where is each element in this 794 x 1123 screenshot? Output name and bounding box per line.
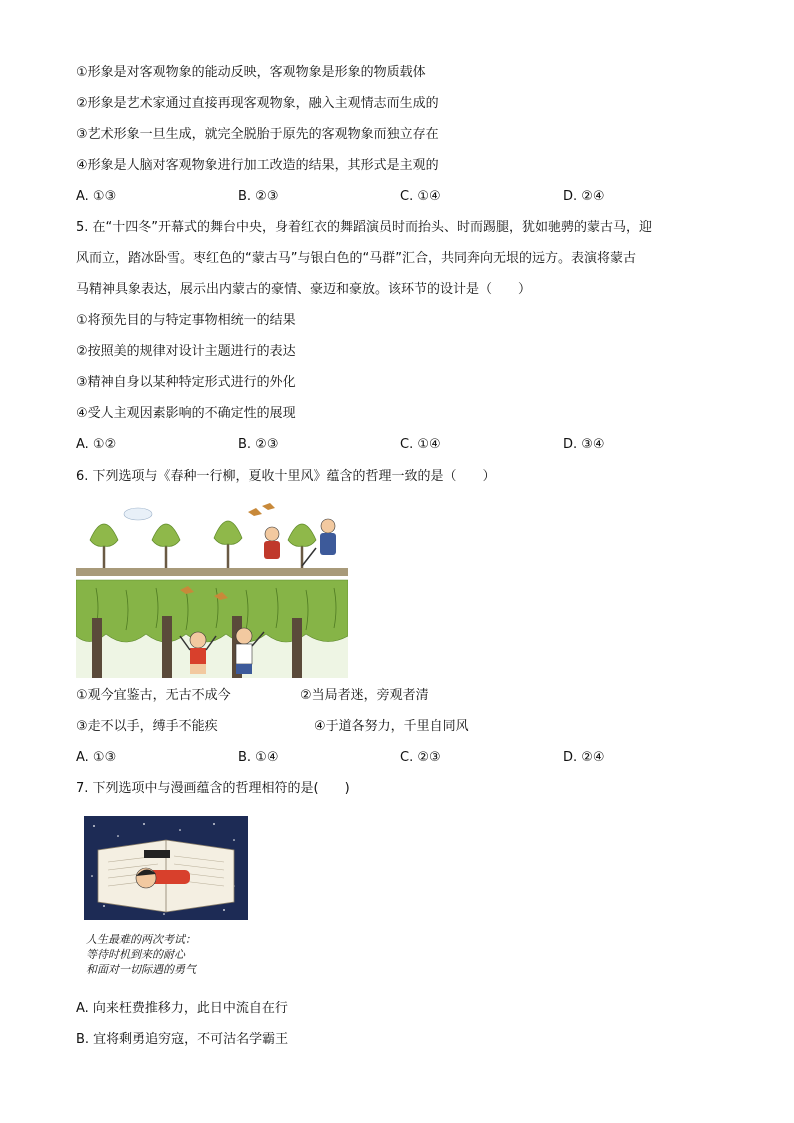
q6-statement-1: ①观今宜鉴古，无古不成今 [76,688,231,703]
q5-stem-line-2: 风而立，踏冰卧雪。枣红色的“蒙古马”与银白色的“马群”汇合，共同奔向无垠的远方。表演将蒙古 [76,251,636,266]
option-a: A. ①③ [76,189,117,204]
willow-cartoon [76,498,348,678]
option-c: C. ②③ [400,750,441,765]
book-cartoon [84,816,248,920]
option-b: B. ②③ [238,189,279,204]
q5-stem-line-1: 5. 在“十四冬”开幕式的舞台中央，身着红衣的舞蹈演员时而抬头、时而踢腿，犹如驰骋的蒙古马，迎 [76,220,653,235]
willow-cartoon-illustration [76,498,348,678]
q5-answer-options [76,436,736,454]
option-c: C. ①④ [400,189,441,204]
book-cartoon-illustration [84,816,248,920]
q7-choice-b: B. 宜将剩勇追穷寇，不可沽名学霸王 [76,1032,289,1047]
statement-4: ④形象是人脑对客观物象进行加工改造的结果，其形式是主观的 [76,158,439,173]
q5-statement-3: ③精神自身以某种特定形式进行的外化 [76,375,296,390]
q5-statement-2: ②按照美的规律对设计主题进行的表达 [76,344,296,359]
cartoon-caption [86,932,256,977]
q5-stem-line-3: 马精神具象表达，展示出内蒙古的豪情、豪迈和豪放。该环节的设计是（ ） [76,282,532,297]
option-c: C. ①④ [400,437,441,452]
statement-2: ②形象是艺术家通过直接再现客观物象，融入主观情志而生成的 [76,96,439,111]
option-a: A. ①③ [76,750,117,765]
q6-statement-3: ③走不以手，缚手不能疾 [76,719,218,734]
q6-statement-2: ②当局者迷，旁观者清 [300,688,429,703]
cartoon-caption-line-3: 和面对一切际遇的勇气 [86,963,196,976]
q6-answer-options [76,749,736,767]
cartoon-caption-line-1: 人生最难的两次考试： [86,933,196,946]
option-d: D. ②④ [563,189,605,204]
q7-choice-a: A. 向来枉费推移力，此日中流自在行 [76,1001,288,1016]
option-b: B. ②③ [238,437,279,452]
option-d: D. ③④ [563,437,605,452]
q7-stem: 7. 下列选项中与漫画蕴含的哲理相符的是( ) [76,781,350,796]
cartoon-caption-line-2: 等待时机到来的耐心 [86,948,185,961]
q6-statement-4: ④于道各努力，千里自同风 [314,719,469,734]
answer-options [76,188,736,206]
q5-statement-1: ①将预先目的与特定事物相统一的结果 [76,313,296,328]
statement-1: ①形象是对客观物象的能动反映，客观物象是形象的物质载体 [76,65,426,80]
option-a: A. ①② [76,437,117,452]
option-d: D. ②④ [563,750,605,765]
option-b: B. ①④ [238,750,279,765]
q6-stem: 6. 下列选项与《春种一行柳，夏收十里风》蕴含的哲理一致的是（ ） [76,469,496,484]
q5-statement-4: ④受人主观因素影响的不确定性的展现 [76,406,296,421]
statement-3: ③艺术形象一旦生成，就完全脱胎于原先的客观物象而独立存在 [76,127,439,142]
